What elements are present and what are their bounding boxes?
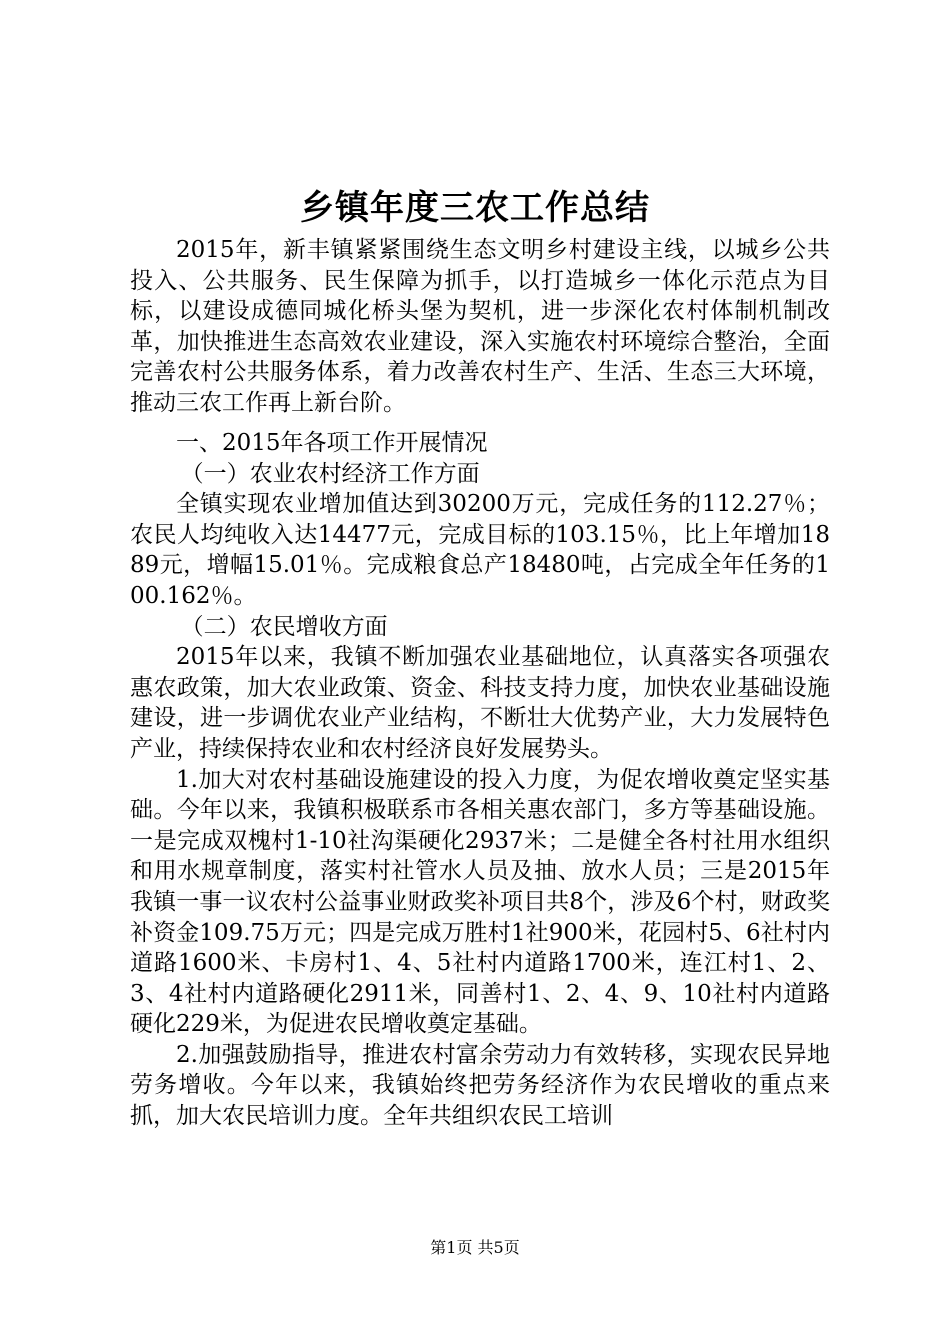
subsection-heading-1: （一）农业农村经济工作方面 (180, 460, 480, 487)
subsection-paragraph-2: 2015年以来，我镇不断加强农业基础地位，认真落实各项强农惠农政策，加大农业政策、资金、科技支持力度，加快农业基础设施建设，进一步调优农业产业结构，不断壮大优势产业，大力发展特色产业，持续保持农业和农村经济良好发展势头。 (130, 644, 830, 762)
section-heading: 一、2015年各项工作开展情况 (176, 430, 488, 456)
subsection-heading-2: （二）农民增收方面 (180, 613, 388, 640)
list-item-2: 2.加强鼓励指导，推进农村富余劳动力有效转移，实现农民异地劳务增收。今年以来，我镇始终把劳务经济作为农民增收的重点来抓，加大农民培训力度。全年共组织农民工培训 (130, 1041, 830, 1130)
intro-block (130, 235, 830, 419)
subsection-paragraph-1: 全镇实现农业增加值达到30200万元，完成任务的112.27％；农民人均纯收入达14477元，完成目标的103.15％，比上年增加1889元，增幅15.01％。完成粮食总产18480吨，占完成全年任务的100.162％。 (130, 491, 830, 609)
page-number: 第1页 共5页 (430, 1238, 520, 1257)
list-item-1: 1.加大对农村基础设施建设的投入力度，为促农增收奠定坚实基础。今年以来，我镇积极联系市各相关惠农部门，多方等基础设施。一是完成双槐村1-10社沟渠硬化2937米；二是健全各村社用水组织和用水规章制度，落实村社管水人员及抽、放水人员；三是2015年我镇一事一议农村公益事业财政奖补项目共8个，涉及6个村，财政奖补资金109.75万元；四是完成万胜村1社900米，花园村5、6社村内道路1600米、卡房村1、4、5社村内道路1700米，连江村1、2、3、4社村内道路硬化2911米，同善村1、2、4、9、10社村内道路硬化229米，为促进农民增收奠定基础。 (130, 766, 830, 1038)
document-body (130, 428, 830, 1132)
document-title: 乡镇年度三农工作总结 (300, 188, 650, 228)
intro-paragraph: 2015年，新丰镇紧紧围绕生态文明乡村建设主线，以城乡公共投入、公共服务、民生保障为抓手，以打造城乡一体化示范点为目标，以建设成德同城化桥头堡为契机，进一步深化农村体制机制改革，加快推进生态高效农业建设，深入实施农村环境综合整治，全面完善农村公共服务体系，着力改善农村生产、生活、生态三大环境，推动三农工作再上新台阶。 (130, 237, 830, 416)
